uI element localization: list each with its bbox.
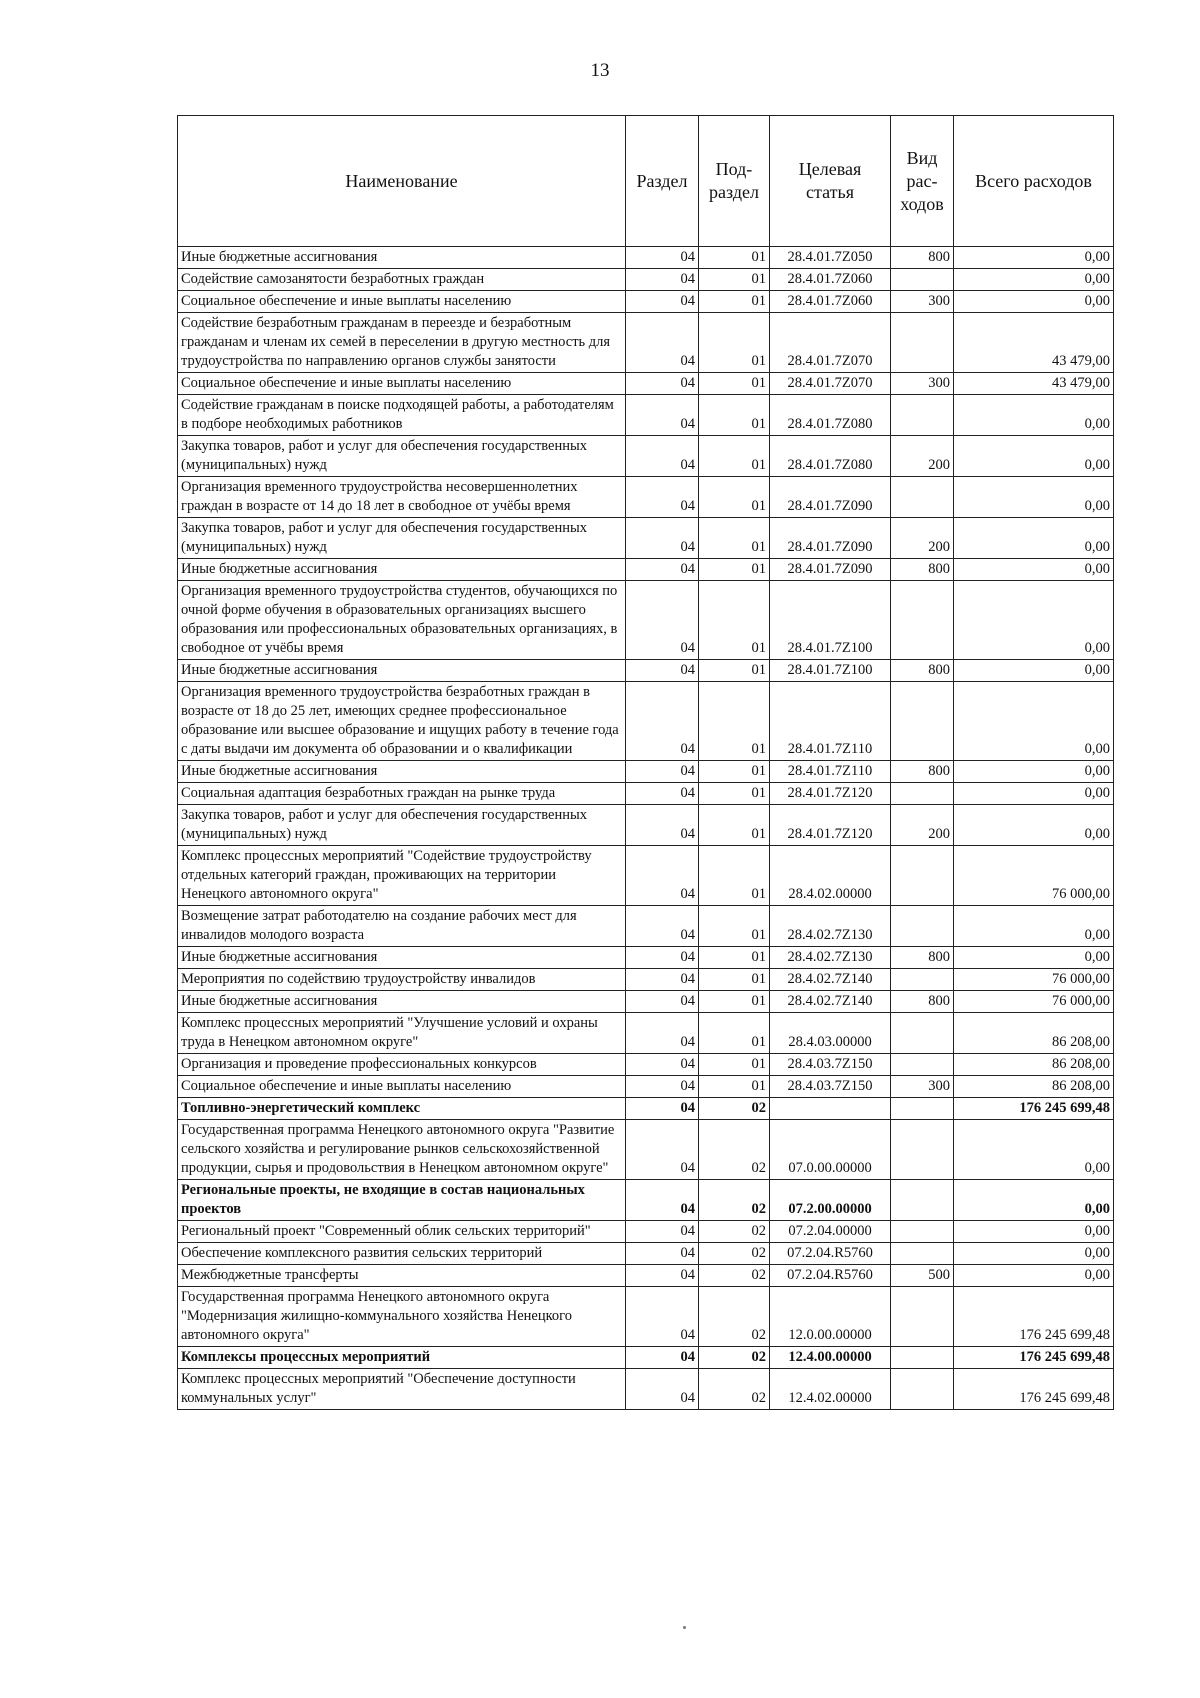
cell-total: 176 245 699,48 xyxy=(954,1098,1114,1120)
cell-type: 300 xyxy=(891,291,954,313)
cell-subsection: 01 xyxy=(699,805,770,846)
cell-section: 04 xyxy=(626,1287,699,1347)
table-row xyxy=(178,518,1114,559)
cell-name: Социальное обеспечение и иные выплаты населению xyxy=(178,1076,626,1098)
cell-type xyxy=(891,1369,954,1410)
cell-total: 86 208,00 xyxy=(954,1013,1114,1054)
table-row xyxy=(178,247,1114,269)
cell-target: 28.4.01.7Z080 xyxy=(770,395,891,436)
table-row xyxy=(178,991,1114,1013)
cell-name: Иные бюджетные ассигнования xyxy=(178,247,626,269)
cell-target: 28.4.01.7Z080 xyxy=(770,436,891,477)
cell-subsection: 01 xyxy=(699,436,770,477)
cell-name: Содействие самозанятости безработных граждан xyxy=(178,269,626,291)
cell-section: 04 xyxy=(626,969,699,991)
cell-subsection: 02 xyxy=(699,1120,770,1180)
cell-section: 04 xyxy=(626,846,699,906)
cell-type: 200 xyxy=(891,518,954,559)
cell-target: 28.4.01.7Z060 xyxy=(770,269,891,291)
cell-subsection: 01 xyxy=(699,291,770,313)
cell-type: 300 xyxy=(891,1076,954,1098)
cell-total: 0,00 xyxy=(954,395,1114,436)
cell-subsection: 02 xyxy=(699,1265,770,1287)
cell-name: Иные бюджетные ассигнования xyxy=(178,559,626,581)
cell-target: 28.4.01.7Z090 xyxy=(770,477,891,518)
cell-subsection: 01 xyxy=(699,559,770,581)
cell-total: 0,00 xyxy=(954,1120,1114,1180)
cell-type xyxy=(891,1013,954,1054)
cell-type: 500 xyxy=(891,1265,954,1287)
cell-type xyxy=(891,1287,954,1347)
cell-target: 28.4.02.7Z130 xyxy=(770,947,891,969)
cell-section: 04 xyxy=(626,559,699,581)
table-row xyxy=(178,291,1114,313)
cell-name: Топливно-энергетический комплекс xyxy=(178,1098,626,1120)
cell-target: 28.4.01.7Z090 xyxy=(770,518,891,559)
cell-name: Организация временного трудоустройства безработных граждан в возрасте от 18 до 25 лет, имеющих среднее профессиональное образование или высшее образование и ищущих работу в течение года с даты выдачи им документа об образовании и о квалификации xyxy=(178,682,626,761)
budget-table xyxy=(177,115,1114,1410)
cell-name: Иные бюджетные ассигнования xyxy=(178,947,626,969)
cell-target xyxy=(770,1098,891,1120)
cell-name: Комплекс процессных мероприятий "Обеспечение доступности коммунальных услуг" xyxy=(178,1369,626,1410)
cell-name: Содействие гражданам в поиске подходящей работы, а работодателям в подборе необходимых работников xyxy=(178,395,626,436)
cell-total: 0,00 xyxy=(954,247,1114,269)
cell-total: 0,00 xyxy=(954,906,1114,947)
cell-target: 28.4.01.7Z100 xyxy=(770,660,891,682)
cell-section: 04 xyxy=(626,269,699,291)
cell-target: 07.2.04.00000 xyxy=(770,1221,891,1243)
cell-type xyxy=(891,682,954,761)
cell-total: 0,00 xyxy=(954,559,1114,581)
table-row xyxy=(178,373,1114,395)
cell-type xyxy=(891,783,954,805)
scan-speck xyxy=(683,1626,686,1629)
cell-section: 04 xyxy=(626,761,699,783)
cell-subsection: 02 xyxy=(699,1243,770,1265)
cell-total: 43 479,00 xyxy=(954,313,1114,373)
cell-name: Социальное обеспечение и иные выплаты населению xyxy=(178,373,626,395)
cell-subsection: 01 xyxy=(699,1013,770,1054)
cell-target: 12.4.00.00000 xyxy=(770,1347,891,1369)
cell-type xyxy=(891,1347,954,1369)
table-row xyxy=(178,846,1114,906)
cell-subsection: 02 xyxy=(699,1287,770,1347)
cell-target: 28.4.01.7Z100 xyxy=(770,581,891,660)
table-row xyxy=(178,660,1114,682)
cell-total: 0,00 xyxy=(954,660,1114,682)
cell-total: 0,00 xyxy=(954,1221,1114,1243)
cell-subsection: 01 xyxy=(699,518,770,559)
cell-section: 04 xyxy=(626,1013,699,1054)
cell-target: 28.4.01.7Z110 xyxy=(770,682,891,761)
table-row xyxy=(178,969,1114,991)
cell-section: 04 xyxy=(626,247,699,269)
cell-type xyxy=(891,1180,954,1221)
table-row xyxy=(178,395,1114,436)
cell-target: 07.2.04.R5760 xyxy=(770,1265,891,1287)
cell-type: 200 xyxy=(891,805,954,846)
cell-target: 28.4.02.00000 xyxy=(770,846,891,906)
cell-subsection: 01 xyxy=(699,581,770,660)
cell-name: Иные бюджетные ассигнования xyxy=(178,660,626,682)
cell-name: Региональные проекты, не входящие в состав национальных проектов xyxy=(178,1180,626,1221)
cell-total: 176 245 699,48 xyxy=(954,1347,1114,1369)
cell-type: 300 xyxy=(891,373,954,395)
cell-target: 28.4.02.7Z140 xyxy=(770,991,891,1013)
cell-target: 07.0.00.00000 xyxy=(770,1120,891,1180)
cell-section: 04 xyxy=(626,477,699,518)
cell-total: 0,00 xyxy=(954,1243,1114,1265)
table-row xyxy=(178,559,1114,581)
cell-subsection: 01 xyxy=(699,1076,770,1098)
cell-type: 200 xyxy=(891,436,954,477)
cell-subsection: 01 xyxy=(699,947,770,969)
cell-type xyxy=(891,1120,954,1180)
cell-name: Организация и проведение профессиональных конкурсов xyxy=(178,1054,626,1076)
cell-subsection: 02 xyxy=(699,1369,770,1410)
cell-section: 04 xyxy=(626,660,699,682)
table-row xyxy=(178,581,1114,660)
table-row xyxy=(178,805,1114,846)
cell-total: 0,00 xyxy=(954,581,1114,660)
cell-section: 04 xyxy=(626,581,699,660)
table-row xyxy=(178,1347,1114,1369)
table-row xyxy=(178,1054,1114,1076)
cell-section: 04 xyxy=(626,991,699,1013)
cell-name: Комплекс процессных мероприятий "Улучшение условий и охраны труда в Ненецком автономном округе" xyxy=(178,1013,626,1054)
cell-type xyxy=(891,477,954,518)
table-row xyxy=(178,1013,1114,1054)
cell-target: 28.4.01.7Z060 xyxy=(770,291,891,313)
cell-subsection: 02 xyxy=(699,1221,770,1243)
table-row xyxy=(178,1120,1114,1180)
table-row xyxy=(178,1098,1114,1120)
table-row xyxy=(178,1180,1114,1221)
cell-subsection: 01 xyxy=(699,969,770,991)
cell-type xyxy=(891,269,954,291)
cell-subsection: 01 xyxy=(699,660,770,682)
cell-section: 04 xyxy=(626,1054,699,1076)
cell-type: 800 xyxy=(891,559,954,581)
cell-section: 04 xyxy=(626,1076,699,1098)
header-type: Вид рас- ходов xyxy=(891,116,954,247)
cell-target: 28.4.01.7Z090 xyxy=(770,559,891,581)
cell-section: 04 xyxy=(626,291,699,313)
table-row xyxy=(178,1076,1114,1098)
table-row xyxy=(178,1265,1114,1287)
cell-section: 04 xyxy=(626,783,699,805)
cell-total: 76 000,00 xyxy=(954,969,1114,991)
cell-target: 28.4.03.00000 xyxy=(770,1013,891,1054)
cell-name: Социальная адаптация безработных граждан на рынке труда xyxy=(178,783,626,805)
cell-name: Региональный проект "Современный облик сельских территорий" xyxy=(178,1221,626,1243)
cell-subsection: 02 xyxy=(699,1098,770,1120)
table-row xyxy=(178,761,1114,783)
table-header-row xyxy=(178,116,1114,247)
header-name: Наименование xyxy=(178,116,626,247)
cell-type xyxy=(891,906,954,947)
cell-name: Организация временного трудоустройства несовершеннолетних граждан в возрасте от 14 до 18 лет в свободное от учёбы время xyxy=(178,477,626,518)
header-total: Всего расходов xyxy=(954,116,1114,247)
cell-name: Обеспечение комплексного развития сельских территорий xyxy=(178,1243,626,1265)
cell-name: Иные бюджетные ассигнования xyxy=(178,761,626,783)
table-row xyxy=(178,1287,1114,1347)
cell-name: Содействие безработным гражданам в переезде и безработным гражданам и членам их семей в переселении в другую местность для трудоустройства по направлению органов службы занятости xyxy=(178,313,626,373)
cell-target: 28.4.01.7Z120 xyxy=(770,783,891,805)
cell-type xyxy=(891,1243,954,1265)
cell-section: 04 xyxy=(626,1347,699,1369)
table-row xyxy=(178,906,1114,947)
cell-target: 12.0.00.00000 xyxy=(770,1287,891,1347)
cell-type xyxy=(891,846,954,906)
cell-name: Государственная программа Ненецкого автономного округа "Развитие сельского хозяйства и регулирование рынков сельскохозяйственной продукции, сырья и продовольствия в Ненецком автономном округе" xyxy=(178,1120,626,1180)
cell-total: 0,00 xyxy=(954,291,1114,313)
cell-total: 0,00 xyxy=(954,269,1114,291)
cell-name: Государственная программа Ненецкого автономного округа "Модернизация жилищно-коммунального хозяйства Ненецкого автономного округа" xyxy=(178,1287,626,1347)
cell-section: 04 xyxy=(626,395,699,436)
cell-section: 04 xyxy=(626,947,699,969)
cell-type: 800 xyxy=(891,247,954,269)
cell-section: 04 xyxy=(626,436,699,477)
header-target: Целевая статья xyxy=(770,116,891,247)
cell-total: 0,00 xyxy=(954,1180,1114,1221)
cell-total: 0,00 xyxy=(954,783,1114,805)
cell-section: 04 xyxy=(626,682,699,761)
table-row xyxy=(178,1369,1114,1410)
cell-subsection: 01 xyxy=(699,682,770,761)
cell-target: 28.4.01.7Z050 xyxy=(770,247,891,269)
cell-subsection: 01 xyxy=(699,269,770,291)
cell-target: 28.4.02.7Z140 xyxy=(770,969,891,991)
cell-name: Организация временного трудоустройства студентов, обучающихся по очной форме обучения в образовательных организациях высшего образования или профессиональных образовательных организациях, в свободное от учёбы время xyxy=(178,581,626,660)
cell-subsection: 01 xyxy=(699,373,770,395)
cell-subsection: 01 xyxy=(699,477,770,518)
header-section: Раздел xyxy=(626,116,699,247)
cell-section: 04 xyxy=(626,1221,699,1243)
cell-type xyxy=(891,969,954,991)
cell-section: 04 xyxy=(626,518,699,559)
cell-total: 0,00 xyxy=(954,805,1114,846)
cell-name: Комплексы процессных мероприятий xyxy=(178,1347,626,1369)
cell-name: Закупка товаров, работ и услуг для обеспечения государственных (муниципальных) нужд xyxy=(178,436,626,477)
cell-total: 76 000,00 xyxy=(954,991,1114,1013)
cell-section: 04 xyxy=(626,906,699,947)
cell-total: 0,00 xyxy=(954,761,1114,783)
cell-type: 800 xyxy=(891,660,954,682)
table-row xyxy=(178,1221,1114,1243)
cell-total: 176 245 699,48 xyxy=(954,1369,1114,1410)
cell-total: 0,00 xyxy=(954,947,1114,969)
cell-subsection: 01 xyxy=(699,395,770,436)
cell-section: 04 xyxy=(626,805,699,846)
cell-section: 04 xyxy=(626,1098,699,1120)
cell-total: 86 208,00 xyxy=(954,1054,1114,1076)
table-row xyxy=(178,269,1114,291)
cell-subsection: 01 xyxy=(699,991,770,1013)
cell-target: 28.4.02.7Z130 xyxy=(770,906,891,947)
cell-total: 76 000,00 xyxy=(954,846,1114,906)
cell-total: 0,00 xyxy=(954,477,1114,518)
cell-name: Мероприятия по содействию трудоустройству инвалидов xyxy=(178,969,626,991)
header-subsection: Под- раздел xyxy=(699,116,770,247)
table-row xyxy=(178,682,1114,761)
cell-type xyxy=(891,313,954,373)
cell-total: 0,00 xyxy=(954,436,1114,477)
cell-section: 04 xyxy=(626,1243,699,1265)
cell-subsection: 02 xyxy=(699,1180,770,1221)
cell-name: Социальное обеспечение и иные выплаты населению xyxy=(178,291,626,313)
cell-target: 28.4.01.7Z070 xyxy=(770,313,891,373)
cell-section: 04 xyxy=(626,1180,699,1221)
cell-target: 28.4.03.7Z150 xyxy=(770,1054,891,1076)
cell-target: 28.4.01.7Z120 xyxy=(770,805,891,846)
cell-type: 800 xyxy=(891,761,954,783)
cell-type xyxy=(891,1054,954,1076)
cell-total: 0,00 xyxy=(954,1265,1114,1287)
cell-name: Возмещение затрат работодателю на создание рабочих мест для инвалидов молодого возраста xyxy=(178,906,626,947)
page-number: 13 xyxy=(590,60,610,81)
cell-target: 07.2.00.00000 xyxy=(770,1180,891,1221)
cell-total: 86 208,00 xyxy=(954,1076,1114,1098)
table-row xyxy=(178,313,1114,373)
cell-name: Закупка товаров, работ и услуг для обеспечения государственных (муниципальных) нужд xyxy=(178,518,626,559)
table-row xyxy=(178,477,1114,518)
cell-target: 07.2.04.R5760 xyxy=(770,1243,891,1265)
cell-subsection: 01 xyxy=(699,783,770,805)
cell-total: 0,00 xyxy=(954,518,1114,559)
table-row xyxy=(178,1243,1114,1265)
cell-target: 28.4.01.7Z110 xyxy=(770,761,891,783)
table-row xyxy=(178,947,1114,969)
cell-total: 0,00 xyxy=(954,682,1114,761)
cell-section: 04 xyxy=(626,313,699,373)
cell-section: 04 xyxy=(626,1369,699,1410)
cell-section: 04 xyxy=(626,373,699,395)
cell-subsection: 01 xyxy=(699,1054,770,1076)
table-body xyxy=(178,247,1114,1410)
cell-type: 800 xyxy=(891,991,954,1013)
cell-subsection: 01 xyxy=(699,313,770,373)
cell-name: Закупка товаров, работ и услуг для обеспечения государственных (муниципальных) нужд xyxy=(178,805,626,846)
cell-type xyxy=(891,395,954,436)
cell-total: 43 479,00 xyxy=(954,373,1114,395)
cell-section: 04 xyxy=(626,1120,699,1180)
cell-type xyxy=(891,581,954,660)
cell-target: 28.4.03.7Z150 xyxy=(770,1076,891,1098)
cell-subsection: 01 xyxy=(699,761,770,783)
cell-total: 176 245 699,48 xyxy=(954,1287,1114,1347)
cell-subsection: 02 xyxy=(699,1347,770,1369)
cell-section: 04 xyxy=(626,1265,699,1287)
cell-target: 12.4.02.00000 xyxy=(770,1369,891,1410)
table-row xyxy=(178,783,1114,805)
cell-name: Иные бюджетные ассигнования xyxy=(178,991,626,1013)
cell-name: Комплекс процессных мероприятий "Содействие трудоустройству отдельных категорий граждан, проживающих на территории Ненецкого автономного округа" xyxy=(178,846,626,906)
cell-type xyxy=(891,1221,954,1243)
cell-target: 28.4.01.7Z070 xyxy=(770,373,891,395)
cell-subsection: 01 xyxy=(699,846,770,906)
cell-name: Межбюджетные трансферты xyxy=(178,1265,626,1287)
cell-type xyxy=(891,1098,954,1120)
table-row xyxy=(178,436,1114,477)
cell-subsection: 01 xyxy=(699,247,770,269)
cell-subsection: 01 xyxy=(699,906,770,947)
cell-type: 800 xyxy=(891,947,954,969)
